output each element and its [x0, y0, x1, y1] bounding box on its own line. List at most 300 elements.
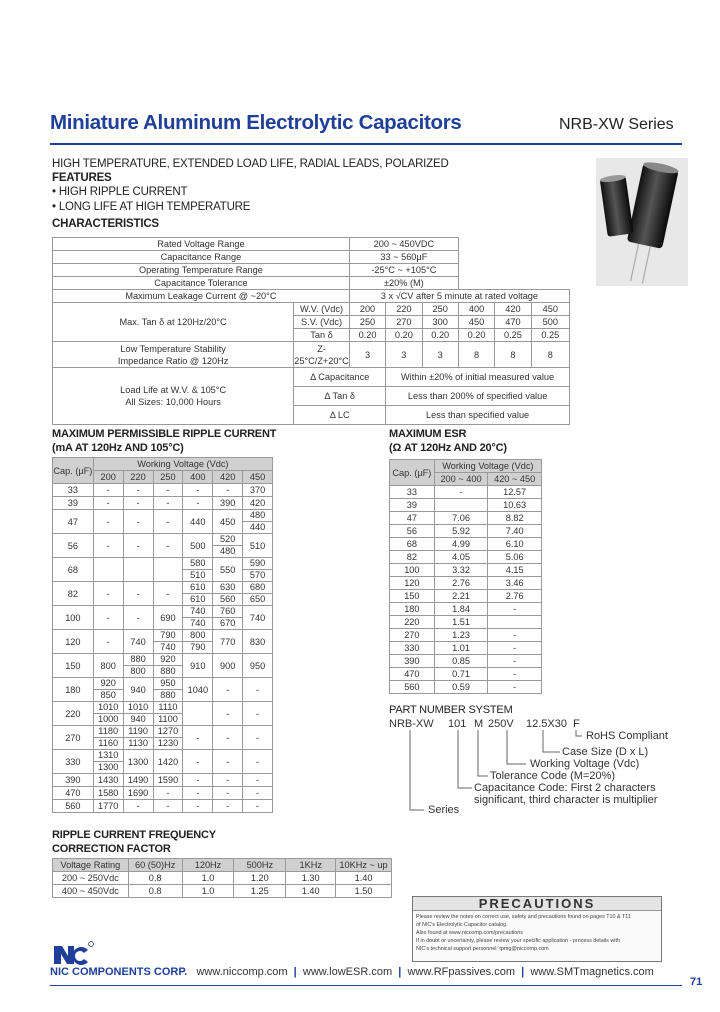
ripple-value-line: 950 [154, 678, 183, 690]
table-row [390, 668, 542, 681]
ripple-value-cell: 370 [243, 484, 273, 497]
table-cell: 8 [458, 342, 494, 368]
ripple-value-cell [183, 702, 213, 726]
ripple-value-cell: - [213, 774, 243, 787]
ripple-value-cell: - [123, 800, 153, 813]
ripple-value-cell: - [243, 787, 273, 800]
factor-cell: 1.40 [286, 885, 336, 898]
cap-cell: 180 [390, 603, 435, 616]
ripple-value-cell: - [213, 787, 243, 800]
esr-value-cell: 3.46 [488, 577, 542, 590]
cap-cell: 330 [390, 642, 435, 655]
char-value: -25°C ~ +105°C [349, 264, 458, 277]
ripple-value-cell: - [123, 606, 153, 630]
factor-cell: 1.50 [336, 885, 392, 898]
table-cell: 400 [458, 303, 494, 316]
ripple-value-cell: 390 [213, 497, 243, 510]
ripple-value-line: 480 [220, 546, 236, 556]
table-cell: 0.25 [531, 329, 569, 342]
part-number-heading: PART NUMBER SYSTEM [389, 704, 513, 716]
frequency-header: Voltage Rating [53, 859, 129, 872]
table-row [390, 681, 542, 694]
ripple-value-cell: - [153, 510, 183, 534]
table-row [390, 603, 542, 616]
footer-bar: NIC COMPONENTS CORP. www.niccomp.com | www.lowESR.com | www.RFpassives.com | www.SMTmagnetics.com [50, 966, 654, 978]
features-heading: FEATURES [52, 172, 112, 184]
ripple-value-cell: - [243, 702, 273, 726]
esr-table [389, 459, 542, 694]
ripple-value-cell [213, 582, 243, 606]
table-cell: 450 [458, 316, 494, 329]
factor-cell: 1.20 [234, 872, 286, 885]
frequency-header: 60 (50)Hz [128, 859, 182, 872]
wv-header: Working Voltage (Vdc) [93, 458, 272, 471]
table-row [390, 642, 542, 655]
precautions-line: NIC's technical support personnel: tpmg@niccomp.com [416, 946, 549, 952]
ripple-value-line: 1010 [94, 702, 123, 714]
esr-value-cell: 2.76 [488, 590, 542, 603]
ripple-value-cell: 830 [243, 630, 273, 654]
esr-value-cell: 6.10 [488, 538, 542, 551]
ripple-value-line: 1130 [128, 738, 148, 748]
char-label: Capacitance Range [53, 251, 350, 264]
table-cell: 0.20 [458, 329, 494, 342]
series-label: Series [428, 804, 460, 816]
ripple-value-cell: 740 [123, 630, 153, 654]
esr-value-cell: 3.32 [434, 564, 488, 577]
ripple-value-cell: - [93, 582, 123, 606]
esr-subheading: (Ω AT 120Hz AND 20°C) [389, 442, 507, 454]
voltage-header: 220 [123, 471, 153, 484]
char-sublabel: Tan δ [294, 329, 350, 342]
table-row [53, 277, 570, 290]
ripple-value-line: 520 [213, 534, 242, 546]
factor-cell: 0.8 [128, 872, 182, 885]
ripple-value-cell: - [213, 800, 243, 813]
char-sublabel: Z-25°C/Z+20°C [294, 343, 349, 366]
table-row [390, 655, 542, 668]
table-cell: 270 [386, 316, 422, 329]
ripple-value-cell [153, 654, 183, 678]
ripple-value-cell: - [213, 750, 243, 774]
ripple-value-cell [123, 654, 153, 678]
footer-link[interactable]: www.lowESR.com [302, 966, 393, 978]
voltage-header: 420 ~ 450 [488, 473, 542, 486]
table-cell: 8 [495, 342, 531, 368]
part-code-tolerance: M [474, 718, 484, 730]
ripple-value-cell [123, 726, 153, 750]
table-cell: 500 [531, 316, 569, 329]
capacitor-photo [596, 158, 688, 286]
table-row [390, 629, 542, 642]
factor-cell: 1.0 [182, 885, 234, 898]
char-value: 3 x √CV after 5 minute at rated voltage [349, 290, 569, 303]
ripple-value-line: 510 [190, 570, 206, 580]
ripple-value-line: 650 [249, 594, 266, 604]
ripple-value-cell: - [93, 510, 123, 534]
esr-value-cell: 2.21 [434, 590, 488, 603]
ripple-value-line: 560 [220, 594, 236, 604]
subtitle: HIGH TEMPERATURE, EXTENDED LOAD LIFE, RADIAL LEADS, POLARIZED [52, 158, 449, 170]
cap-cell: 470 [390, 668, 435, 681]
table-cell: 0.20 [422, 329, 458, 342]
cap-cell: 82 [390, 551, 435, 564]
ripple-value-line: 850 [100, 690, 116, 700]
ripple-value-cell: - [153, 800, 183, 813]
char-label: Operating Temperature Range [53, 264, 350, 277]
ripple-value-cell [153, 726, 183, 750]
page-title: Miniature Aluminum Electrolytic Capacitors [50, 111, 462, 134]
ripple-value-line: 440 [249, 522, 266, 532]
ripple-value-line: 880 [160, 666, 176, 676]
ripple-value-cell [93, 702, 123, 726]
ripple-value-cell: 910 [183, 654, 213, 678]
ripple-value-cell: - [153, 497, 183, 510]
table-cell: 0.20 [386, 329, 422, 342]
char-label: Capacitance Tolerance [53, 277, 350, 290]
ripple-value-cell: - [153, 534, 183, 558]
table-cell: 470 [495, 316, 531, 329]
char-label: Rated Voltage Range [53, 238, 350, 251]
ripple-value-cell [123, 702, 153, 726]
ripple-value-line: 800 [130, 666, 146, 676]
table-row [53, 654, 273, 678]
char-label [53, 342, 294, 368]
cap-cell: 390 [390, 655, 435, 668]
ripple-value-line: 1180 [94, 726, 123, 738]
ripple-value-cell: - [183, 726, 213, 750]
ripple-value-line: 610 [190, 594, 206, 604]
table-cell: 420 [495, 303, 531, 316]
ripple-value-cell: - [93, 630, 123, 654]
ripple-value-line: 610 [183, 582, 212, 594]
ripple-value-line: 790 [190, 642, 206, 652]
ripple-value-cell [243, 558, 273, 582]
char-sublabel: W.V. (Vdc) [294, 303, 350, 316]
table-cell: 200 [349, 303, 385, 316]
char-sublabel: Δ Capacitance [294, 368, 386, 387]
ripple-value-line: 630 [213, 582, 242, 594]
ripple-value-cell: 500 [183, 534, 213, 558]
esr-value-cell: - [488, 668, 542, 681]
precautions-title: PRECAUTIONS [413, 897, 661, 911]
ripple-value-cell: - [183, 750, 213, 774]
esr-value-cell: 0.59 [434, 681, 488, 694]
ripple-value-cell [93, 678, 123, 702]
cap-cell: 56 [390, 525, 435, 538]
esr-value-cell: - [488, 681, 542, 694]
footer-link[interactable]: www.SMTmagnetics.com [530, 966, 654, 978]
capacitance-code-label: significant, third character is multiplier [474, 794, 658, 806]
precautions-line: Also found at www.niccomp.com/precautions [416, 930, 523, 936]
ripple-value-cell [93, 750, 123, 774]
ripple-value-cell: 1590 [153, 774, 183, 787]
ripple-value-cell: 1580 [93, 787, 123, 800]
ripple-value-cell: - [93, 606, 123, 630]
ripple-value-cell: - [93, 534, 123, 558]
ripple-value-cell: - [153, 484, 183, 497]
ripple-value-cell: 900 [213, 654, 243, 678]
page-number: 71 [690, 976, 703, 988]
table-cell: 8 [531, 342, 569, 368]
esr-value-cell: 5.92 [434, 525, 488, 538]
ripple-value-cell: - [183, 800, 213, 813]
esr-value-cell: - [488, 603, 542, 616]
cap-cell: 470 [53, 787, 94, 800]
esr-value-cell: 1.51 [434, 616, 488, 629]
cap-cell: 390 [53, 774, 94, 787]
table-row [53, 368, 570, 387]
ripple-value-cell: - [183, 497, 213, 510]
table-row [53, 558, 273, 582]
ripple-value-cell: - [123, 582, 153, 606]
cap-cell: 68 [53, 558, 94, 582]
table-row [53, 885, 392, 898]
cap-cell: 220 [390, 616, 435, 629]
ripple-value-cell: 550 [213, 558, 243, 582]
factor-cell: 0.8 [128, 885, 182, 898]
ripple-subheading: (mA AT 120Hz AND 105°C) [52, 442, 184, 454]
cap-cell: 33 [390, 486, 435, 499]
ripple-value-cell: 740 [243, 606, 273, 630]
table-cell: 0.20 [349, 329, 385, 342]
cap-cell: 47 [390, 512, 435, 525]
voltage-header: 420 [213, 471, 243, 484]
char-label-line: Load Life at W.V. & 105°C [120, 385, 227, 395]
ripple-value-cell: - [93, 484, 123, 497]
char-label-line: All Sizes: 10,000 Hours [125, 397, 221, 407]
ripple-value-cell [183, 558, 213, 582]
ripple-value-line: 1300 [97, 762, 119, 772]
series-name: NRB-XW Series [559, 116, 674, 133]
char-value: ±20% (M) [349, 277, 458, 290]
table-header-row [53, 859, 392, 872]
precautions-text [416, 913, 660, 953]
ripple-value-cell: 950 [243, 654, 273, 678]
precautions-line: of NIC's Electrolytic Capacitor catalog. [416, 922, 508, 928]
ripple-value-cell [153, 702, 183, 726]
char-sublabel: Δ LC [294, 406, 386, 425]
char-value: Within ±20% of initial measured value [386, 368, 570, 387]
voltage-header: 250 [153, 471, 183, 484]
char-label-line: Impedance Ratio @ 120Hz [117, 355, 229, 366]
table-row [390, 577, 542, 590]
table-row [53, 872, 392, 885]
ripple-value-cell [93, 558, 123, 582]
esr-value-cell: 0.85 [434, 655, 488, 668]
table-cell: 250 [349, 316, 385, 329]
char-value: 200 ~ 450VDC [349, 238, 458, 251]
factor-cell: 1.40 [336, 872, 392, 885]
ripple-value-cell: - [123, 484, 153, 497]
table-row [390, 551, 542, 564]
ripple-value-cell: 440 [183, 510, 213, 534]
ripple-value-cell [123, 558, 153, 582]
part-code-case: 12.5X30 [526, 718, 567, 730]
table-row [53, 497, 273, 510]
footer-link[interactable]: www.niccomp.com [196, 966, 288, 978]
rohs-label: RoHS Compliant [586, 730, 668, 742]
ripple-value-line: 1160 [98, 738, 119, 748]
table-cell: 3 [422, 342, 458, 368]
ripple-value-cell: 800 [93, 654, 123, 678]
table-row [53, 251, 570, 264]
char-sublabel: S.V. (Vdc) [294, 316, 350, 329]
cap-cell: 56 [53, 534, 94, 558]
ripple-value-line: 800 [183, 630, 212, 642]
ripple-value-line: 1190 [124, 726, 153, 738]
cap-cell: 150 [390, 590, 435, 603]
voltage-rating-cell: 200 ~ 250Vdc [53, 872, 129, 885]
cap-cell: 120 [53, 630, 94, 654]
esr-value-cell: - [488, 655, 542, 668]
tolerance-code-label: Tolerance Code (M=20%) [490, 770, 616, 782]
esr-value-cell: - [434, 486, 488, 499]
ripple-value-cell [183, 606, 213, 630]
ripple-value-cell [213, 534, 243, 558]
table-row [53, 290, 570, 303]
char-sublabel: Δ Tan δ [294, 387, 386, 406]
cap-header: Cap. (µF) [53, 458, 94, 484]
ripple-value-line: 740 [160, 642, 176, 652]
nic-logo [52, 940, 94, 966]
table-row [53, 582, 273, 606]
precautions-line: If in doubt or uncertainty, please review your specific application - process details with [416, 938, 620, 944]
cap-cell: 33 [53, 484, 94, 497]
correction-heading: RIPPLE CURRENT FREQUENCY [52, 829, 216, 841]
factor-cell: 1.25 [234, 885, 286, 898]
ripple-value-line: 760 [213, 606, 242, 618]
ripple-value-cell: - [213, 726, 243, 750]
correction-factor-table [52, 858, 392, 898]
ripple-value-cell [213, 606, 243, 630]
table-row [53, 800, 273, 813]
ripple-value-line: 590 [243, 558, 272, 570]
ripple-value-cell: - [123, 510, 153, 534]
cap-cell: 39 [53, 497, 94, 510]
ripple-value-line: 1000 [97, 714, 119, 724]
table-row [53, 264, 570, 277]
cap-cell: 270 [53, 726, 94, 750]
ripple-value-cell: - [123, 534, 153, 558]
wv-header: Working Voltage (Vdc) [434, 460, 541, 473]
feature-item: • LONG LIFE AT HIGH TEMPERATURE [52, 201, 251, 213]
table-row [53, 534, 273, 558]
ripple-value-line: 790 [154, 630, 183, 642]
ripple-value-line: 1100 [158, 714, 178, 724]
table-header-row [390, 460, 542, 473]
ripple-value-line: 480 [243, 510, 272, 522]
capacitance-code-label: Capacitance Code: First 2 characters [474, 782, 656, 794]
table-row [53, 787, 273, 800]
ripple-value-line: 1010 [124, 702, 153, 714]
cap-cell: 39 [390, 499, 435, 512]
char-value: Less than specified value [386, 406, 570, 425]
cap-cell: 120 [390, 577, 435, 590]
ripple-value-cell: - [183, 484, 213, 497]
ripple-value-line: 670 [220, 618, 236, 628]
table-row [53, 342, 570, 368]
table-cell: 3 [349, 342, 385, 368]
esr-value-cell: 7.40 [488, 525, 542, 538]
char-value: 33 ~ 560µF [349, 251, 458, 264]
table-row [53, 303, 570, 316]
table-header-row [53, 458, 273, 471]
table-row [53, 484, 273, 497]
table-row [390, 512, 542, 525]
ripple-value-cell: 1430 [93, 774, 123, 787]
voltage-header: 200 ~ 400 [434, 473, 488, 486]
ripple-value-cell [183, 582, 213, 606]
table-row [390, 486, 542, 499]
part-code-rohs: F [573, 718, 580, 730]
ripple-value-cell [243, 510, 273, 534]
title-divider [50, 143, 682, 145]
ripple-value-line: 880 [160, 690, 176, 700]
esr-value-cell: 1.84 [434, 603, 488, 616]
working-voltage-label: Working Voltage (Vdc) [530, 758, 640, 770]
char-label: Max. Tan δ at 120Hz/20°C [53, 303, 294, 342]
cap-cell: 270 [390, 629, 435, 642]
ripple-value-line: 920 [94, 678, 123, 690]
factor-cell: 1.0 [182, 872, 234, 885]
footer-link[interactable]: www.RFpassives.com [407, 966, 516, 978]
table-row [53, 678, 273, 702]
ripple-value-cell: - [243, 750, 273, 774]
ripple-value-cell: 1300 [123, 750, 153, 774]
cap-cell: 47 [53, 510, 94, 534]
esr-value-cell: - [488, 629, 542, 642]
cap-cell: 100 [390, 564, 435, 577]
table-row [390, 538, 542, 551]
part-code-capacitance: 101 [448, 718, 467, 730]
esr-value-cell: 8.82 [488, 512, 542, 525]
cap-cell: 220 [53, 702, 94, 726]
ripple-value-cell: 1490 [123, 774, 153, 787]
cap-cell: 100 [53, 606, 94, 630]
ripple-value-line: 580 [183, 558, 212, 570]
esr-value-cell: 2.76 [434, 577, 488, 590]
ripple-value-line: 680 [243, 582, 272, 594]
ripple-value-cell: - [183, 774, 213, 787]
cap-cell: 560 [390, 681, 435, 694]
table-cell: 220 [386, 303, 422, 316]
ripple-value-cell [153, 558, 183, 582]
ripple-value-cell [93, 726, 123, 750]
cap-cell: 180 [53, 678, 94, 702]
ripple-value-line: 920 [154, 654, 183, 666]
characteristics-table [52, 237, 570, 425]
esr-value-cell [488, 616, 542, 629]
ripple-value-line: 570 [249, 570, 266, 580]
frequency-header: 500Hz [234, 859, 286, 872]
ripple-value-cell [243, 582, 273, 606]
ripple-value-line: 1110 [154, 702, 183, 714]
part-code-series: NRB-XW [389, 718, 434, 730]
ripple-value-cell: 510 [243, 534, 273, 558]
precautions-line: Please review the notes on correct use, safety and precautions found on pages T10 & T11 [416, 914, 631, 920]
ripple-value-line: 1230 [157, 738, 179, 748]
ripple-value-cell: - [213, 702, 243, 726]
frequency-header: 120Hz [182, 859, 234, 872]
case-size-label: Case Size (D x L) [562, 746, 649, 758]
table-row [53, 702, 273, 726]
ripple-value-line: 740 [190, 618, 206, 628]
ripple-value-line: 880 [124, 654, 153, 666]
cap-cell: 68 [390, 538, 435, 551]
table-cell: 3 [386, 342, 422, 368]
table-row [53, 726, 273, 750]
